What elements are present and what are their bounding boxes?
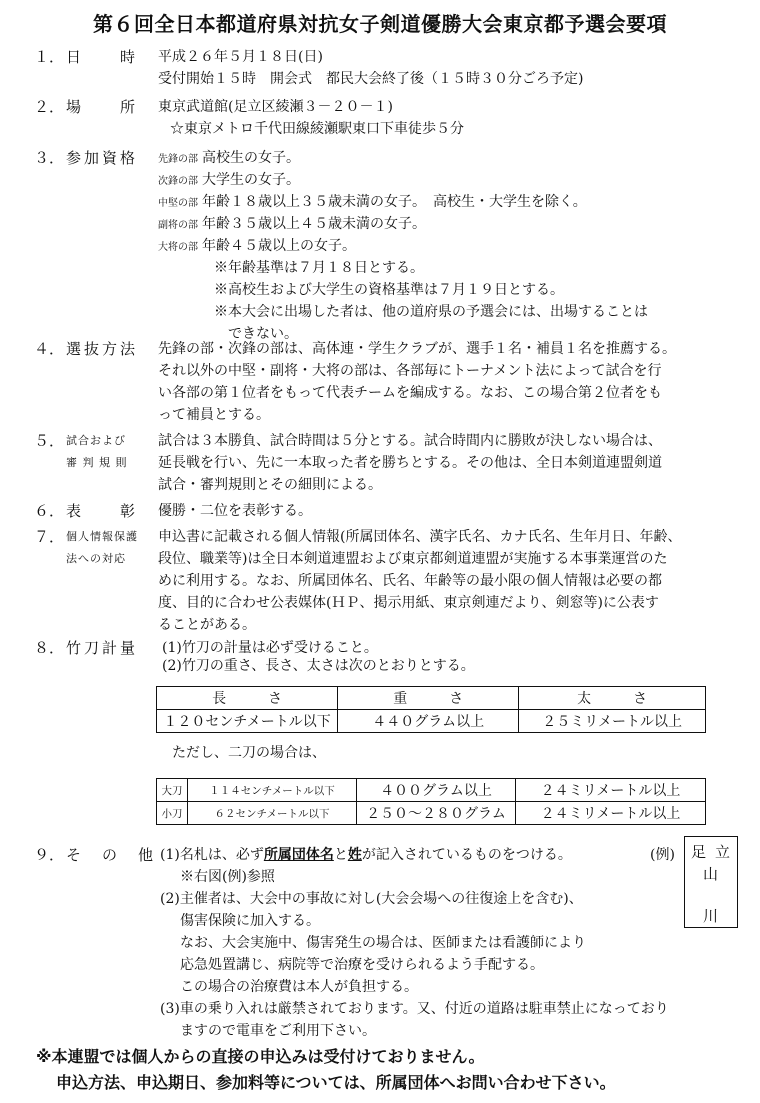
section-number: ３． bbox=[34, 149, 65, 167]
nameplate-example bbox=[684, 836, 738, 928]
section-number: １． bbox=[34, 48, 65, 66]
text-line: この場合の治療費は本人が負担する。 bbox=[180, 979, 418, 995]
nameplate-rule-line bbox=[160, 844, 572, 864]
emphasis-surname: 姓 bbox=[347, 847, 362, 863]
text-line: 試合・審判規則とその細則による。 bbox=[158, 477, 382, 493]
table-cell: １１４センチメートル以下 bbox=[188, 779, 357, 802]
text-part: が記入されているものをつける。 bbox=[361, 847, 572, 863]
nito-spec-table bbox=[156, 778, 706, 825]
section-number: ７． bbox=[34, 528, 65, 546]
table-cell: 小刀 bbox=[157, 802, 188, 825]
example-label: (例) bbox=[650, 847, 675, 863]
note-line: ※年齢基準は７月１８日とする。 bbox=[214, 260, 424, 276]
division-item: 年齢４５歳以上の女子。 bbox=[202, 238, 356, 254]
text-line: 応急処置講じ、病院等で治療を受けられるよう手配する。 bbox=[180, 957, 544, 973]
text-part: (1)名札は、必ず bbox=[160, 847, 264, 863]
section-number: ４． bbox=[34, 340, 65, 358]
text-line: 延長戦を行い、先に一本取った者を勝ちとする。その他は、全日本剣道連盟剣道 bbox=[158, 455, 662, 471]
page-title: 第６回全日本都道府県対抗女子剣道優勝大会東京都予選会要項 bbox=[93, 12, 667, 36]
section-number: ２． bbox=[34, 98, 65, 116]
section-number: ９． bbox=[34, 846, 65, 864]
text-line: (1)竹刀の計量は必ず受けること。 bbox=[162, 640, 378, 656]
table-cell: ４４０グラム以上 bbox=[338, 710, 519, 733]
venue-line: 東京武道館(足立区綾瀬３－２０－１) bbox=[158, 99, 393, 115]
section-label: 参加資格 bbox=[66, 149, 139, 167]
column-header: 太 さ bbox=[519, 687, 706, 710]
division-tag: 先鋒の部 bbox=[158, 154, 198, 165]
section-label-2: 法への対応 bbox=[66, 552, 126, 565]
text-line: (2)主催者は、大会中の事故に対し(大会会場への往復途上を含む)、 bbox=[160, 891, 583, 907]
division-tag: 中堅の部 bbox=[158, 198, 198, 209]
division-item: 大学生の女子。 bbox=[202, 172, 300, 188]
section-label: 選抜方法 bbox=[66, 340, 139, 358]
text-line: (3)車の乗り入れは厳禁されております。又、付近の道路は駐車禁止になっており bbox=[160, 1001, 669, 1017]
shinai-spec-table bbox=[156, 686, 706, 733]
section-number: ８． bbox=[34, 639, 65, 657]
text-line: 度、目的に合わせ公表媒体(ＨＰ、掲示用紙、東京剣連だより、剣窓等)に公表す bbox=[158, 595, 659, 611]
table-cell: ２５ミリメートル以上 bbox=[519, 710, 706, 733]
section-label: 竹刀計量 bbox=[66, 639, 139, 657]
table-cell: ２４ミリメートル以上 bbox=[516, 779, 706, 802]
table-cell: ６２センチメートル以下 bbox=[188, 802, 357, 825]
section-number: ６． bbox=[34, 502, 65, 520]
table-cell: ２４ミリメートル以上 bbox=[516, 802, 706, 825]
nito-note: ただし、二刀の場合は、 bbox=[172, 745, 326, 761]
text-line: い各部の第１位者をもって代表チームを編成する。なお、この場合第２位者をも bbox=[158, 385, 662, 401]
table-cell: １２０センチメートル以下 bbox=[157, 710, 338, 733]
division-item: 年齢３５歳以上４５歳未満の女子。 bbox=[202, 216, 426, 232]
section-number: ５． bbox=[34, 432, 65, 450]
text-line: 試合は３本勝負、試合時間は５分とする。試合時間内に勝敗が決しない場合は、 bbox=[158, 433, 662, 449]
text-line: それ以外の中堅・副将・大将の部は、各部毎にトーナメント法によって試合を行 bbox=[158, 363, 662, 379]
date-line: 平成２６年５月１８日(日) bbox=[158, 49, 323, 65]
access-line: ☆東京メトロ千代田線綾瀬駅東口下車徒歩５分 bbox=[170, 121, 464, 137]
text-line: なお、大会実施中、傷害発生の場合は、医師または看護師により bbox=[180, 935, 586, 951]
text-part: と bbox=[333, 847, 348, 863]
text-line: ※右図(例)参照 bbox=[180, 869, 275, 885]
table-header-row bbox=[157, 687, 706, 710]
text-line: ますので電車をご利用下さい。 bbox=[180, 1023, 376, 1039]
nameplate-char: 山 bbox=[703, 865, 719, 883]
table-row bbox=[157, 710, 706, 733]
column-header: 重 さ bbox=[338, 687, 519, 710]
table-row bbox=[157, 802, 706, 825]
division-item: 年齢１８歳以上３５歳未満の女子。 高校生・大学生を除く。 bbox=[202, 194, 587, 210]
section-label-2: 審 判 規 則 bbox=[66, 456, 128, 469]
footer-contact: 申込方法、申込期日、参加料等については、所属団体へお問い合わせ下さい。 bbox=[56, 1073, 616, 1092]
text-line: 傷害保険に加入する。 bbox=[180, 913, 320, 929]
table-cell: ４００グラム以上 bbox=[357, 779, 516, 802]
division-tag: 副将の部 bbox=[158, 220, 198, 231]
division-tag: 次鋒の部 bbox=[158, 176, 198, 187]
table-cell: ２５０～２８０グラム bbox=[357, 802, 516, 825]
text-line: (2)竹刀の重さ、長さ、太さは次のとおりとする。 bbox=[162, 658, 475, 674]
text-line: って補員とする。 bbox=[158, 407, 270, 423]
text-line: 先鋒の部・次鋒の部は、高体連・学生クラブが、選手１名・補員１名を推薦する。 bbox=[158, 341, 676, 357]
text-line: 申込書に記載される個人情報(所属団体名、漢字氏名、カナ氏名、生年月日、年齢、 bbox=[158, 529, 682, 545]
nameplate-char: 足 bbox=[691, 843, 707, 861]
nameplate-char: 川 bbox=[703, 907, 719, 925]
text-line: めに利用する。なお、所属団体名、氏名、年齢等の最小限の個人情報は必要の都 bbox=[158, 573, 662, 589]
reception-line: 受付開始１５時 開会式 都民大会終了後（１５時３０分ごろ予定) bbox=[158, 71, 584, 87]
footer-notice: ※本連盟では個人からの直接の申込みは受付けておりません。 bbox=[36, 1047, 485, 1066]
column-header: 長 さ bbox=[157, 687, 338, 710]
nameplate-char: 立 bbox=[715, 843, 731, 861]
text-line: 優勝・二位を表彰する。 bbox=[158, 503, 312, 519]
note-line: ※本大会に出場した者は、他の道府県の予選会には、出場することは bbox=[214, 304, 648, 320]
section-label: 試合および bbox=[66, 434, 126, 447]
table-row bbox=[157, 779, 706, 802]
section-label: そ の 他 bbox=[66, 846, 157, 864]
text-line: 段位、職業等)は全日本剣道連盟および東京都剣道連盟が実施する本事業運営のた bbox=[158, 551, 668, 567]
division-tag: 大将の部 bbox=[158, 242, 198, 253]
emphasis-affiliation: 所属団体名 bbox=[263, 847, 334, 863]
text-line: ることがある。 bbox=[158, 617, 256, 633]
section-label: 場 所 bbox=[66, 98, 139, 116]
note-line: できない。 bbox=[228, 326, 298, 342]
division-item: 高校生の女子。 bbox=[202, 150, 300, 166]
table-cell: 大刀 bbox=[157, 779, 188, 802]
section-label: 日 時 bbox=[66, 48, 139, 66]
section-label: 個人情報保護 bbox=[66, 530, 138, 543]
note-line: ※高校生および大学生の資格基準は７月１９日とする。 bbox=[214, 282, 564, 298]
section-label: 表 彰 bbox=[66, 502, 139, 520]
